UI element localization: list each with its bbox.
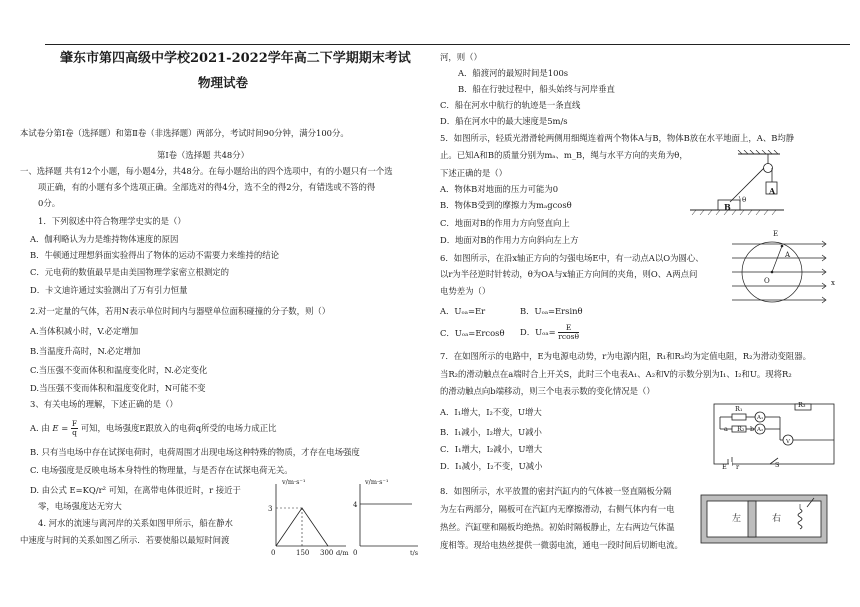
field-circle-figure — [730, 236, 836, 308]
q7-stem: 7．在如图所示的电路中，E为电源电动势，r为电源内阻，R₁和R₃均为定值电阻，R₂为滑动变阻器。 — [440, 351, 812, 361]
q1-option: C．元电荷的数值最早是由美国物理学家密立根测定的 — [30, 267, 230, 277]
river-speed-graph — [268, 478, 350, 554]
circuit-a: a — [724, 425, 728, 433]
q5-stem: 止。已知A和B的质量分别为mₐ、m_B，绳与水平方向的夹角为θ， — [440, 150, 688, 160]
q3-stem: 3、有关电场的理解，下述正确的是（） — [30, 399, 178, 409]
q2-option: C.当压强不变而体积和温度变化时，N.必定变化 — [30, 365, 208, 375]
q4-option: B．船在行驶过程中，船头始终与河岸垂直 — [458, 84, 615, 94]
q2-option: B.当温度升高时，N.必定增加 — [30, 346, 141, 356]
pulley-figure — [688, 150, 808, 218]
q7-option: B．I₁减小，I₂增大，U减小 — [440, 427, 542, 437]
circuit-a2: A₂ — [757, 427, 764, 433]
q7-option: D．I₁减小，I₂不变，U减小 — [440, 461, 543, 471]
instruction-line: 0分。 — [38, 198, 61, 208]
q8-stem: 8．如图所示，水平放置的密封汽缸内的气体被一竖直隔板分隔 — [440, 486, 672, 496]
circuit-e: E — [722, 463, 727, 471]
field-label-e: E — [773, 230, 779, 238]
q4-option: A．船渡河的最短时间是100s — [458, 68, 569, 78]
q5-stem: 5．如图所示，轻质光滑滑轮两侧用细绳连着两个物体A与B，物体B放在水平地面上，A、B均静 — [440, 133, 795, 143]
exam-title: 肇东市第四高级中学校2021-2022学年高二下学期期末考试 — [60, 51, 411, 66]
graph1-xtick: 0 — [271, 549, 276, 557]
q4-option: C．船在河水中航行的轨迹是一条直线 — [440, 100, 581, 110]
q3-option-a: A. 由 E = $\frac{F}{q}$ 可知，电场强度E跟放入的电荷q所受的电场力成正比 — [30, 419, 277, 437]
graph2-xlabel: t/s — [410, 549, 419, 557]
graph2-origin: 0 — [353, 549, 358, 557]
q5-option: D．地面对B的作用力方向斜向左上方 — [440, 235, 579, 245]
q2-option: D.当压强不变而体积和温度变化时，N可能不变 — [30, 383, 206, 393]
circuit-r2: R₂ — [737, 425, 745, 433]
q7-option: C．I₁增大，I₂减小，U增大 — [440, 444, 543, 454]
circuit-b: b — [750, 425, 755, 433]
q4-stem: 中速度与时间的关系如图乙所示．若要使船以最短时间渡 — [20, 535, 230, 545]
q3-option: C. 电场强度是反映电场本身特性的物理量，与是否存在试探电荷无关。 — [30, 465, 293, 475]
q8-stem: 度相等。现给电热丝提供一微弱电流，通电一段时间后切断电流。 — [440, 540, 683, 550]
q2-option: A.当体积减小时，V.必定增加 — [30, 326, 139, 336]
graph1-xtick: 300 — [320, 549, 334, 557]
q6-option: B．Uₒₐ=Ersinθ — [520, 306, 583, 316]
instruction-line: 项正确，有的小题有多个选项正确。全部选对的得4分，选不全的得2分，有错选或不答的得 — [38, 182, 376, 192]
top-rule — [45, 44, 850, 45]
graph1-ylabel: v/m·s⁻¹ — [282, 478, 306, 486]
q6-stem: 以r为半径逆时针转动，θ为OA与x轴正方向间的夹角，则O、A两点问 — [440, 269, 698, 279]
q5-option: B．物体B受到的摩擦力为mₐgcosθ — [440, 200, 572, 210]
q1-option: A．伽利略认为力是维持物体速度的原因 — [30, 234, 179, 244]
q1-option: B．牛顿通过理想斜面实验得出了物体的运动不需要力来维持的结论 — [30, 250, 280, 260]
q1-stem: 1．下列叙述中符合物理学史实的是（） — [38, 216, 186, 226]
q1-option: D．卡文迪许通过实验测出了万有引力恒量 — [30, 285, 188, 295]
q3-option: B. 只有当电场中存在试探电荷时，电荷周围才出现电场这种特殊的物质，才存在电场强度 — [30, 447, 360, 457]
pulley-label-theta: θ — [742, 196, 747, 204]
q3-option-cont: 零，电场强度达无穷大 — [38, 501, 122, 511]
q7-stem: 的滑动触点向b端移动，则三个电表示数的变化情况是（） — [440, 386, 655, 396]
cylinder-left: 左 — [732, 514, 742, 524]
graph2-ylabel: v/m·s⁻¹ — [365, 478, 389, 486]
circuit-r3: R₃ — [798, 401, 806, 409]
q6-option: A．Uₒₐ=Er — [440, 306, 486, 316]
circuit-r1: R₁ — [735, 405, 743, 413]
instruction-line: 一、选择题 共有12个小题，每小题4分，共48分。在每小题给出的四个选项中，有的小题只有一个选 — [20, 166, 393, 176]
cylinder-figure — [700, 494, 830, 544]
q5-stem: 下述正确的是（） — [440, 168, 507, 178]
cylinder-right: 右 — [772, 514, 782, 524]
formula-fraction: $\frac{E}{rcos\theta}$ — [558, 323, 579, 341]
q6-option-d: D．Uₒₐ= $\frac{E}{rcos\theta}$ — [520, 323, 579, 341]
graph1-xlabel: d/m — [336, 549, 349, 557]
graph2-ymark: 4 — [353, 501, 358, 509]
q8-stem: 为左右两部分，隔板可在汽缸内无摩擦滑动，右侧气体内有一电 — [440, 504, 675, 514]
field-label-x: x — [831, 279, 835, 287]
pulley-label-a: A — [769, 186, 776, 196]
q4-stem: 4. 河水的流速与离河岸的关系如图甲所示，船在静水 — [38, 518, 233, 528]
exam-subtitle: 物理试卷 — [198, 75, 249, 90]
q6-stem: 电势差为（） — [440, 286, 491, 296]
graph1-ymark: 3 — [268, 505, 273, 513]
q7-stem: 当R₂的滑动触点在a端时合上开关S，此时三个电表A₁、A₂和V的示数分别为I₁、I₂和U。现将R₂ — [440, 369, 792, 379]
q4-option: D．船在河水中的最大速度是5m/s — [440, 116, 568, 126]
q6-stem: 6．如图所示，在沿x轴正方向的匀强电场E中，有一动点A以O为圆心、 — [440, 253, 704, 263]
q4-cont: 河，则（） — [440, 52, 482, 62]
q7-option: A．I₁增大，I₂不变，U增大 — [440, 407, 542, 417]
section-heading: 第Ⅰ卷（选择题 共48分） — [157, 150, 250, 160]
q8-stem: 热丝。汽缸壁和隔板均绝热。初始时隔板静止，左右两边气体温 — [440, 522, 675, 532]
boat-speed-graph — [352, 478, 422, 554]
q2-stem: 2.对一定量的气体，若用N表示单位时间内与器壁单位面积碰撞的分子数，则（） — [30, 306, 331, 316]
q5-option: C．地面对B的作用力方向竖直向上 — [440, 218, 570, 228]
circuit-r: r — [736, 463, 740, 471]
intro-text: 本试卷分第Ⅰ卷（选择题）和第Ⅱ卷（非选择题）两部分，考试时间90分钟，满分100分。 — [20, 128, 349, 138]
q6-option: C．Uₒₐ=Ercosθ — [440, 328, 505, 338]
circuit-v: V — [786, 439, 790, 445]
pulley-label-b: B — [724, 202, 731, 212]
q3-option: D. 由公式 E=KQ/r² 可知，在离带电体很近时，r 接近于 — [30, 485, 241, 495]
q5-option: A．物体B对地面的压力可能为0 — [440, 184, 559, 194]
graph1-xtick: 150 — [296, 549, 310, 557]
field-label-o: O — [764, 277, 770, 285]
formula-fraction: $\frac{F}{q}$ — [71, 419, 78, 437]
field-label-a: A — [785, 251, 791, 259]
circuit-a1: A₁ — [757, 415, 764, 421]
circuit-s: S — [775, 461, 780, 469]
